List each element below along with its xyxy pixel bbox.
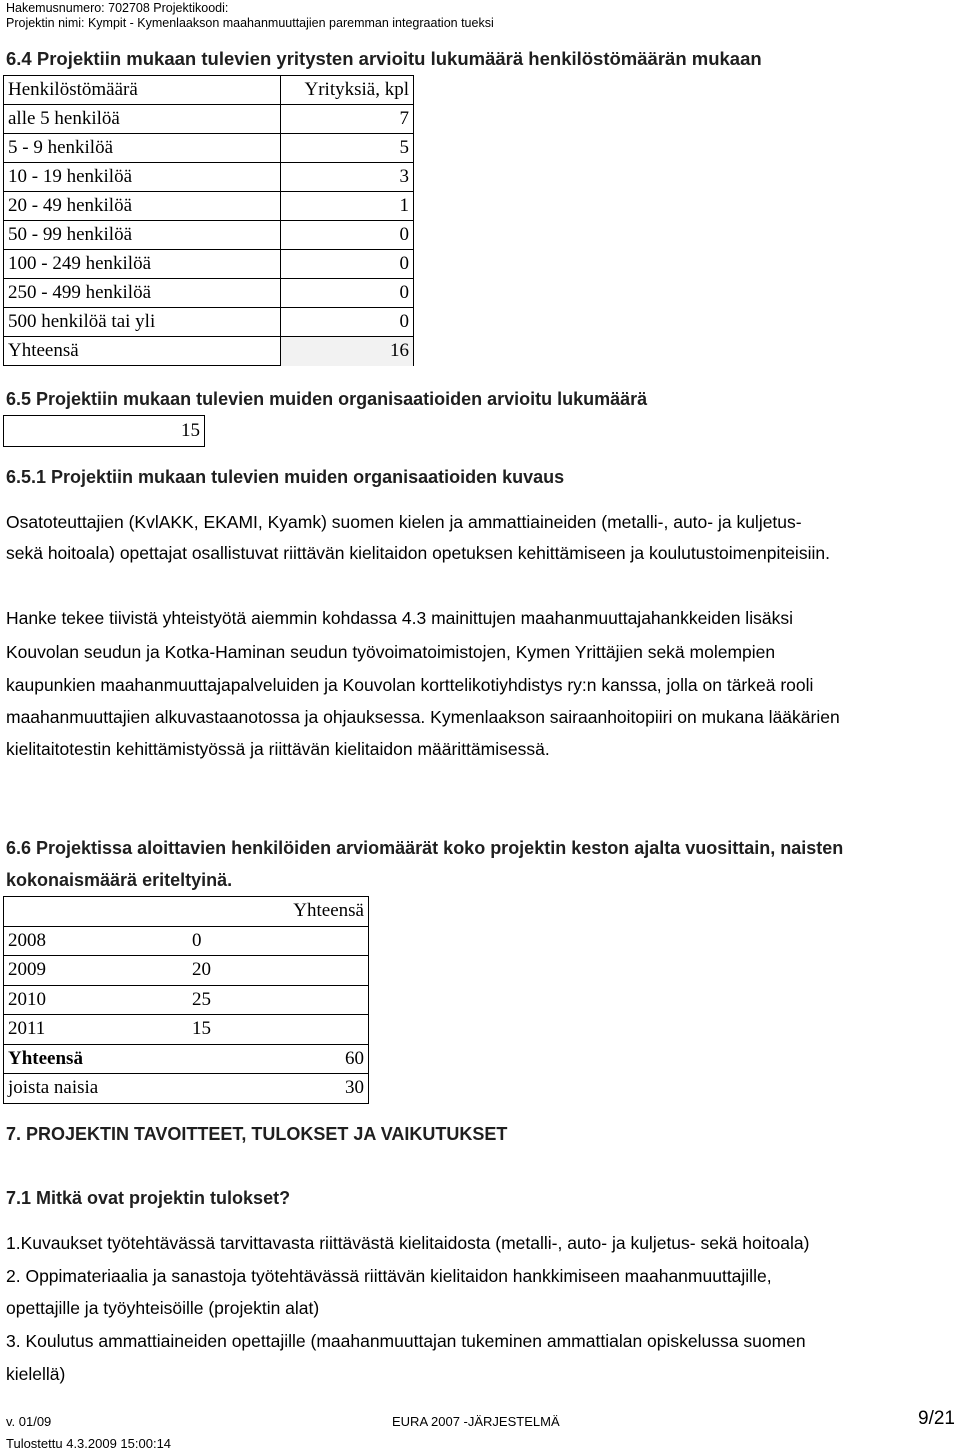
section-6-4-title: 6.4 Projektiin mukaan tulevien yritysten arvioitu lukumäärä henkilöstömäärän mukaan <box>6 48 762 69</box>
row-value: 0 <box>281 279 414 308</box>
column-header: Henkilöstömäärä <box>4 76 281 105</box>
page-number: 9/21 <box>918 1408 955 1429</box>
section-7-title: 7. PROJEKTIN TAVOITTEET, TULOKSET JA VAIKUTUKSET <box>6 1124 508 1144</box>
row-label: 500 henkilöä tai yli <box>4 308 281 337</box>
total-row <box>4 1044 369 1074</box>
section-6-6-title: 6.6 Projektissa aloittavien henkilöiden arviomäärät koko projektin keston ajalta vuosittain, naisten <box>6 838 844 858</box>
year-value: 0 <box>188 926 369 956</box>
table-row <box>4 105 414 134</box>
row-label: 50 - 99 henkilöä <box>4 221 281 250</box>
women-row <box>4 1074 369 1104</box>
year-label: 2011 <box>4 1015 189 1045</box>
column-header: Yrityksiä, kpl <box>281 76 414 105</box>
row-value: 1 <box>281 192 414 221</box>
row-label: 20 - 49 henkilöä <box>4 192 281 221</box>
women-value: 30 <box>188 1074 369 1104</box>
row-label: 250 - 499 henkilöä <box>4 279 281 308</box>
participants-table <box>3 896 369 1104</box>
table-row <box>4 985 369 1015</box>
row-label: 10 - 19 henkilöä <box>4 163 281 192</box>
total-label: Yhteensä <box>4 1044 189 1074</box>
result-item: kielellä) <box>6 1364 66 1384</box>
row-value: 5 <box>281 134 414 163</box>
print-timestamp: Tulostettu 4.3.2009 15:00:14 <box>6 1436 172 1451</box>
women-label: joista naisia <box>4 1074 189 1104</box>
section-6-5-title: 6.5 Projektiin mukaan tulevien muiden organisaatioiden arvioitu lukumäärä <box>6 389 648 409</box>
table-header-row <box>4 76 414 105</box>
year-value: 20 <box>188 956 369 986</box>
row-value: 7 <box>281 105 414 134</box>
result-item: 1.Kuvaukset työtehtävässä tarvittavasta riittävästä kielitaidosta (metalli-, auto- ja kuljetus- sekä hoitoala) <box>6 1233 810 1253</box>
version-label: v. 01/09 <box>6 1414 52 1429</box>
table-row <box>4 192 414 221</box>
application-number: Hakemusnumero: 702708 Projektikoodi: <box>6 1 229 15</box>
total-label: Yhteensä <box>4 337 281 366</box>
row-value: 3 <box>281 163 414 192</box>
year-label: 2010 <box>4 985 189 1015</box>
result-item: 3. Koulutus ammattiaineiden opettajille (maahanmuuttajan tukeminen ammattialan opiskelussa suomen <box>6 1331 806 1351</box>
table-row <box>4 221 414 250</box>
organisations-count-field: 15 <box>3 415 205 447</box>
total-row <box>4 337 414 366</box>
paragraph-line: Kouvolan seudun ja Kotka-Haminan seudun työvoimatoimistojen, Kymen Yrittäjien sekä molempien <box>6 642 776 662</box>
result-item: opettajille ja työyhteisöille (projektin alat) <box>6 1298 320 1318</box>
table-row <box>4 279 414 308</box>
paragraph-line: Osatoteuttajien (KvlAKK, EKAMI, Kyamk) suomen kielen ja ammattiaineiden (metalli-, auto- ja kuljetus- <box>6 512 802 532</box>
companies-table <box>3 75 414 366</box>
row-label: alle 5 henkilöä <box>4 105 281 134</box>
row-value: 0 <box>281 308 414 337</box>
result-item: 2. Oppimateriaalia ja sanastoja työtehtävässä riittävän kielitaidon hankkimiseen maahanmuuttajille, <box>6 1266 772 1286</box>
table-row <box>4 308 414 337</box>
table-row <box>4 956 369 986</box>
table-row <box>4 163 414 192</box>
total-value: 16 <box>281 337 414 366</box>
section-6-6-title-continued: kokonaismäärä eriteltyinä. <box>6 870 233 890</box>
table-row <box>4 1015 369 1045</box>
project-name: Projektin nimi: Kympit - Kymenlaakson maahanmuuttajien paremman integraation tueksi <box>6 16 494 30</box>
table-header-row <box>4 897 369 927</box>
row-label: 100 - 249 henkilöä <box>4 250 281 279</box>
system-label: EURA 2007 -JÄRJESTELMÄ <box>392 1414 560 1429</box>
paragraph-line: Hanke tekee tiivistä yhteistyötä aiemmin kohdassa 4.3 mainittujen maahanmuuttajahankkeiden lisäksi <box>6 608 793 628</box>
section-7-1-title: 7.1 Mitkä ovat projektin tulokset? <box>6 1188 291 1208</box>
section-6-5-1-title: 6.5.1 Projektiin mukaan tulevien muiden organisaatioiden kuvaus <box>6 467 565 487</box>
row-value: 0 <box>281 250 414 279</box>
row-value: 0 <box>281 221 414 250</box>
table-row <box>4 250 414 279</box>
paragraph-line: maahanmuuttajien alkuvastaanotossa ja ohjauksessa. Kymenlaakson sairaanhoitopiiri on mukana lääkärien <box>6 707 840 727</box>
year-label: 2009 <box>4 956 189 986</box>
year-value: 25 <box>188 985 369 1015</box>
column-header: Yhteensä <box>4 897 369 927</box>
paragraph-line: kaupunkien maahanmuuttajapalveluiden ja Kouvolan korttelikotiyhdistys ry:n kanssa, jolla on tärkeä rooli <box>6 675 814 695</box>
row-label: 5 - 9 henkilöä <box>4 134 281 163</box>
year-value: 15 <box>188 1015 369 1045</box>
paragraph-line: sekä hoitoala) opettajat osallistuvat riittävän kielitaidon opetuksen kehittämiseen ja koulutustoimenpiteisiin. <box>6 543 830 563</box>
table-row <box>4 926 369 956</box>
year-label: 2008 <box>4 926 189 956</box>
paragraph-line: kielitaitotestin kehittämistyössä ja riittävän kielitaidon määrittämisessä. <box>6 739 550 759</box>
table-row <box>4 134 414 163</box>
total-value: 60 <box>188 1044 369 1074</box>
